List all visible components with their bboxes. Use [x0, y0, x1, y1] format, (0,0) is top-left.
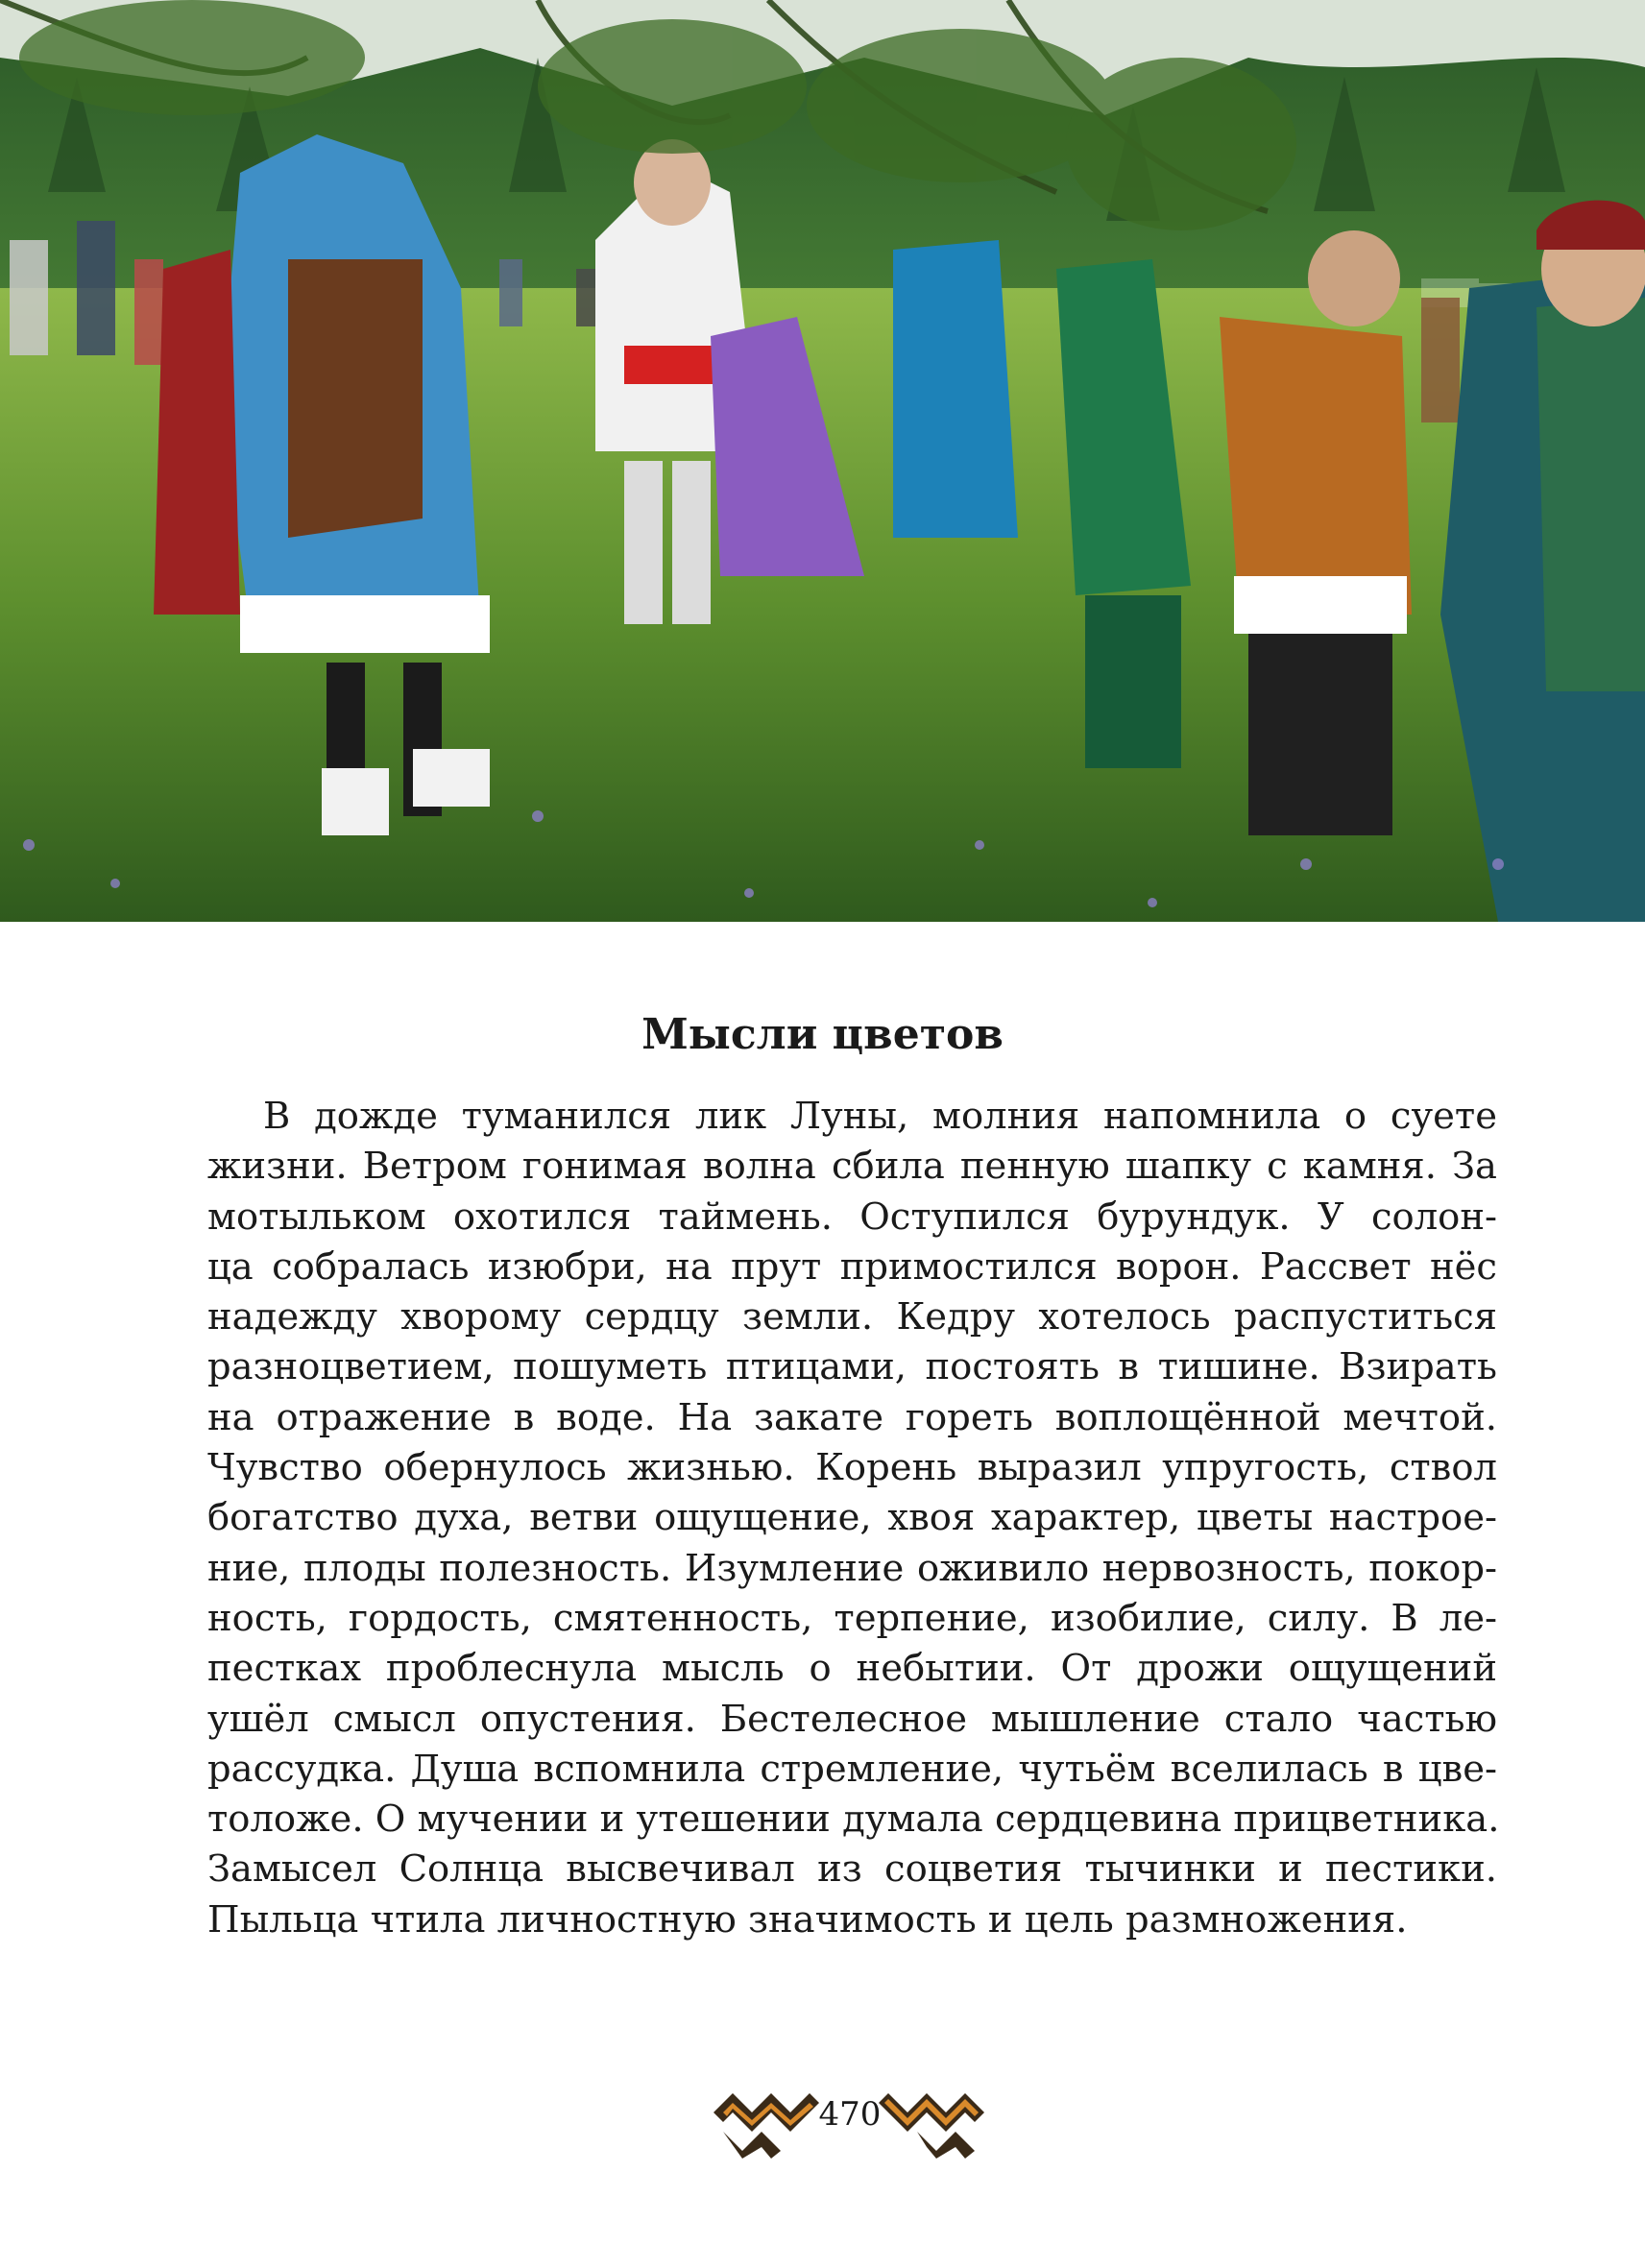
page-footer: [0, 2074, 1645, 2160]
text-line: рассудка. Душа вспомнила стремление, чутьём вселилась в цве-: [207, 1747, 1497, 1791]
text-line: богатство духа, ветви ощущение, хвоя характер, цветы настрое-: [207, 1496, 1497, 1540]
text-line: В дожде туманился лик Луны, молния напомнила о суете: [263, 1095, 1497, 1138]
text-line: мотыльком охотился таймень. Оступился бурундук. У солон-: [207, 1194, 1497, 1239]
text-line: разноцветием, пошуметь птицами, постоять в тишине. Взирать: [207, 1345, 1497, 1389]
text-line: Чувство обернулось жизнью. Корень выразил упругость, ствол: [207, 1446, 1497, 1490]
photo-folk-ritual: [0, 0, 1645, 922]
text-line: на отражение в воде. На закате гореть воплощённой мечтой.: [207, 1395, 1497, 1439]
body-text: [207, 1092, 1500, 1945]
text-line: жизни. Ветром гонимая волна сбила пенную шапку с камня. За: [207, 1145, 1497, 1189]
text-line: Пыльца чтила личностную значимость и цель размножения.: [207, 1897, 1408, 1942]
text-line: ность, гордость, смятенность, терпение, изобилие, силу. В ле-: [207, 1596, 1497, 1640]
ornament-right-icon: [869, 2074, 994, 2160]
text-line: надежду хворому сердцу земли. Кедру хотелось распуститься: [207, 1295, 1497, 1339]
text-line: толоже. О мучении и утешении думала сердцевина прицветника.: [207, 1798, 1500, 1842]
section-title: Мысли цветов: [641, 1010, 1004, 1059]
text-line: ца собралась изюбри, на прут примостился ворон. Рассвет нёс: [207, 1244, 1497, 1289]
ornament-left-icon: [704, 2074, 829, 2160]
text-line: Замысел Солнца высвечивал из соцветия тычинки и пестики.: [207, 1847, 1497, 1892]
text-line: пестках проблеснула мысль о небытии. От дрожи ощущений: [207, 1647, 1497, 1691]
text-line: ние, плоды полезность. Изумление оживило нервозность, покор-: [207, 1546, 1497, 1590]
text-line: ушёл смысл опустения. Бестелесное мышление стало частью: [207, 1697, 1497, 1741]
page-number: 470: [818, 2095, 882, 2134]
